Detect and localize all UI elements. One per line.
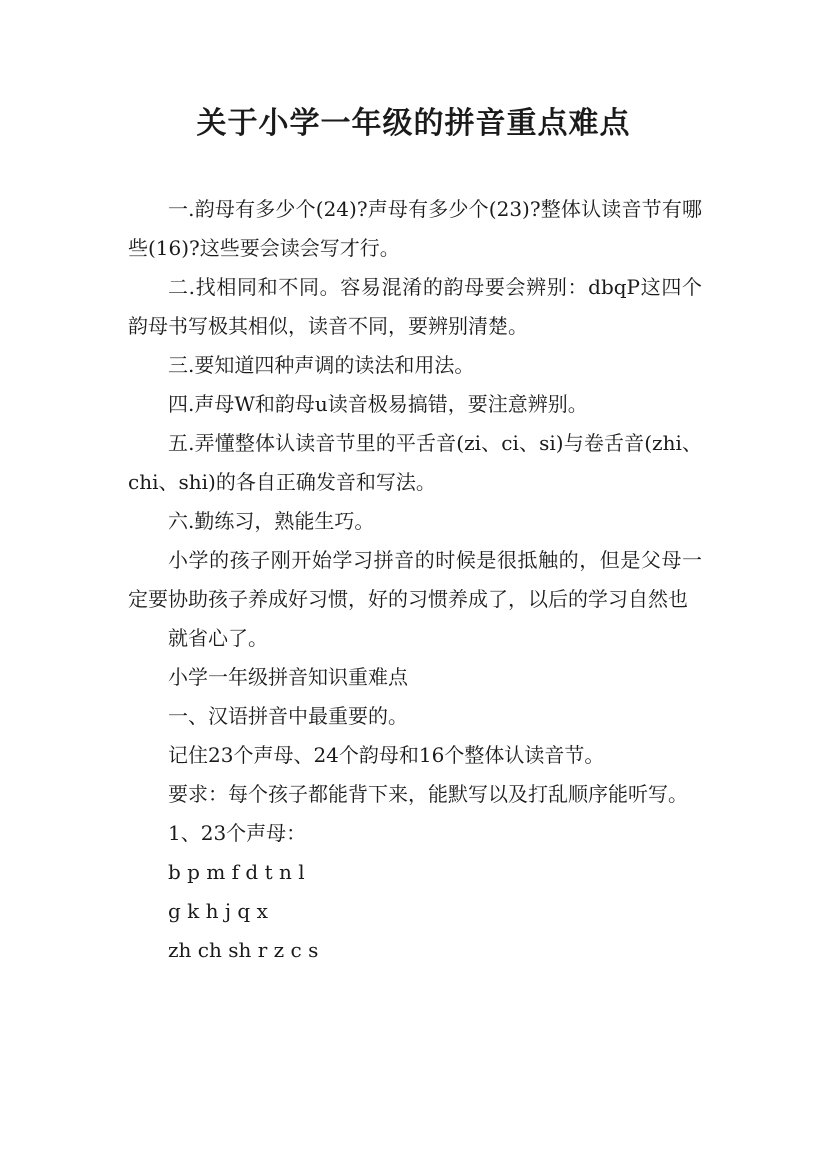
paragraph: 记住23个声母、24个韵母和16个整体认读音节。 [168, 743, 605, 767]
initials-row: zh ch sh r z c s [168, 938, 319, 962]
list-heading: 1、23个声母： [168, 821, 307, 845]
paragraph: 要求：每个孩子都能背下来，能默写以及打乱顺序能听写。 [168, 782, 688, 806]
paragraph: 三.要知道四种声调的读法和用法。 [168, 353, 475, 377]
paragraph: 就省心了。 [168, 626, 268, 650]
paragraph: 一、汉语拼音中最重要的。 [168, 704, 408, 728]
paragraph: 小学的孩子刚开始学习拼音的时候是很抵触的，但是父母一定要协助孩子养成好习惯，好的习惯养成了，以后的学习自然也 [128, 548, 702, 611]
initials-row: g k h j q x [168, 899, 268, 923]
document-body [128, 190, 702, 970]
document-title: 关于小学一年级的拼音重点难点 [196, 106, 631, 141]
paragraph: 五.弄懂整体认读音节里的平舌音(zi、ci、si)与卷舌音(zhi、chi、shi)的各自正确发音和写法。 [128, 431, 702, 494]
initials-row: b p m f d t n l [168, 860, 305, 884]
paragraph: 一.韵母有多少个(24)?声母有多少个(23)?整体认读音节有哪些(16)?这些要会读会写才行。 [128, 197, 702, 260]
paragraph: 四.声母W和韵母u读音极易搞错，要注意辨别。 [168, 392, 588, 416]
paragraph: 二.找相同和不同。容易混淆的韵母要会辨别：dbqP这四个韵母书写极其相似，读音不同，要辨别清楚。 [128, 275, 702, 338]
paragraph: 六.勤练习，熟能生巧。 [168, 509, 375, 533]
section-heading: 小学一年级拼音知识重难点 [168, 665, 408, 689]
